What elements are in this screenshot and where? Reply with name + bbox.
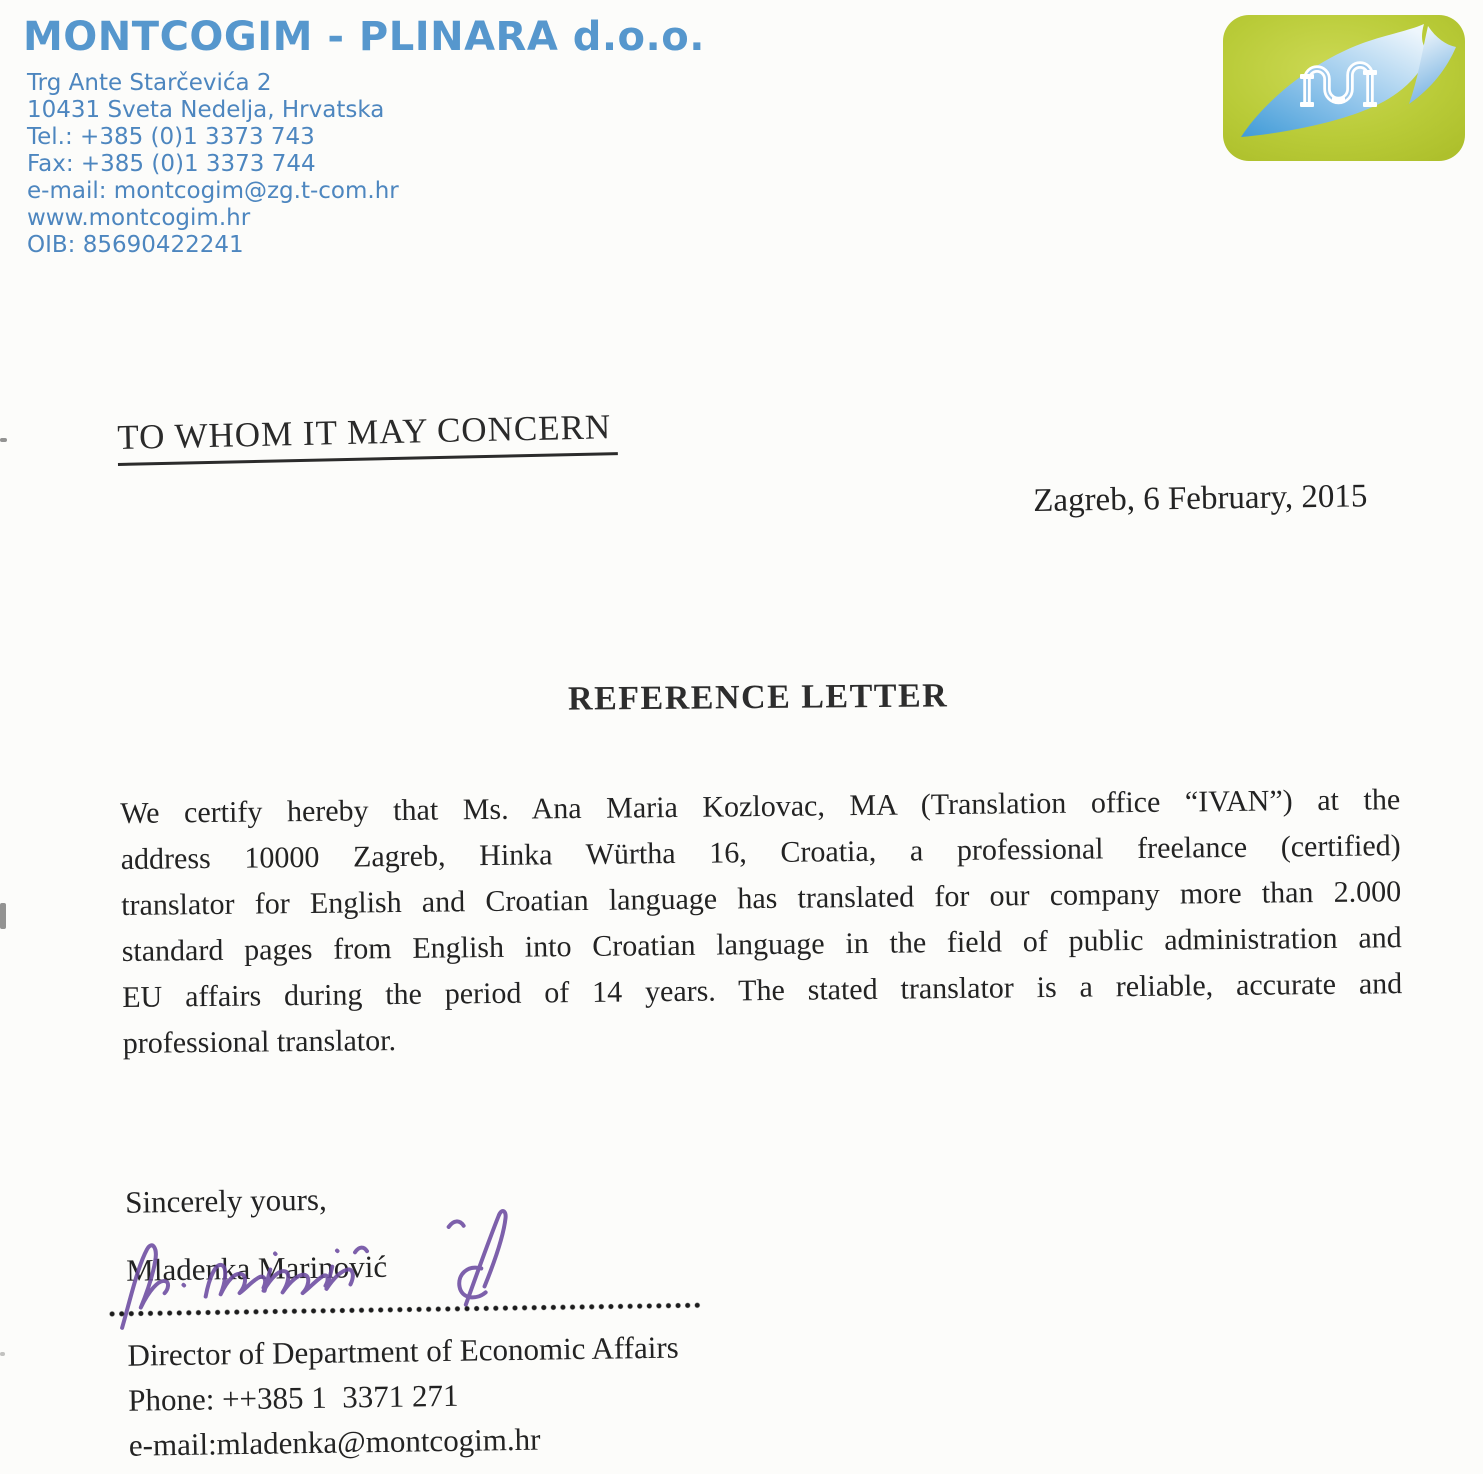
salutation-heading: TO WHOM IT MAY CONCERN (117, 407, 618, 466)
letterhead-address-line: www.montcogim.hr (27, 205, 251, 231)
signer-email: e-mail:mladenka@montcogim.hr (128, 1421, 541, 1463)
company-name: MONTCOGIM - PLINARA d.o.o. (23, 14, 705, 60)
letter-body (120, 777, 1403, 1067)
letter-body-line: We certify hereby that Ms. Ana Maria Kozlovac, MA (Translation office “IVAN”) at the (120, 783, 1401, 830)
signer-name: Mladenka Marinović (126, 1248, 388, 1288)
letter-body-line: professional translator. (122, 1024, 397, 1060)
signer-phone: Phone: ++385 1 3371 271 (127, 1377, 459, 1418)
signature-block (107, 1174, 871, 1474)
signer-details (127, 1325, 680, 1468)
scan-artifact (0, 903, 6, 929)
company-logo-icon (1223, 15, 1465, 161)
letterhead-address-line: Fax: +385 (0)1 3373 744 (27, 151, 316, 177)
letter-title: REFERENCE LETTER (567, 677, 949, 718)
letterhead (23, 14, 705, 259)
signer-title: Director of Department of Economic Affairs (127, 1329, 679, 1373)
scan-artifact (0, 438, 7, 442)
letter-body-line: translator for English and Croatian language has translated for our company more than 2.000 (121, 875, 1402, 922)
letter-body-line: EU affairs during the period of 14 years. The stated translator is a reliable, accurate and (122, 967, 1403, 1014)
letterhead-address-line: Tel.: +385 (0)1 3373 743 (27, 124, 315, 150)
letter-body-line: standard pages from English into Croatian language in the field of public administration and (121, 921, 1402, 968)
dateline: Zagreb, 6 February, 2015 (1033, 478, 1368, 519)
letterhead-address-line: OIB: 85690422241 (27, 232, 244, 258)
letterhead-address-line: 10431 Sveta Nedelja, Hrvatska (27, 97, 385, 123)
scan-artifact (0, 1352, 5, 1356)
letterhead-address-line: e-mail: montcogim@zg.t-com.hr (27, 178, 399, 204)
closing: Sincerely yours, (124, 1181, 327, 1220)
letterhead-address (27, 70, 705, 259)
letterhead-address-line: Trg Ante Starčevića 2 (27, 70, 272, 96)
letter-body-line: address 10000 Zagreb, Hinka Würtha 16, Croatia, a professional freelance (certified) (120, 829, 1401, 876)
